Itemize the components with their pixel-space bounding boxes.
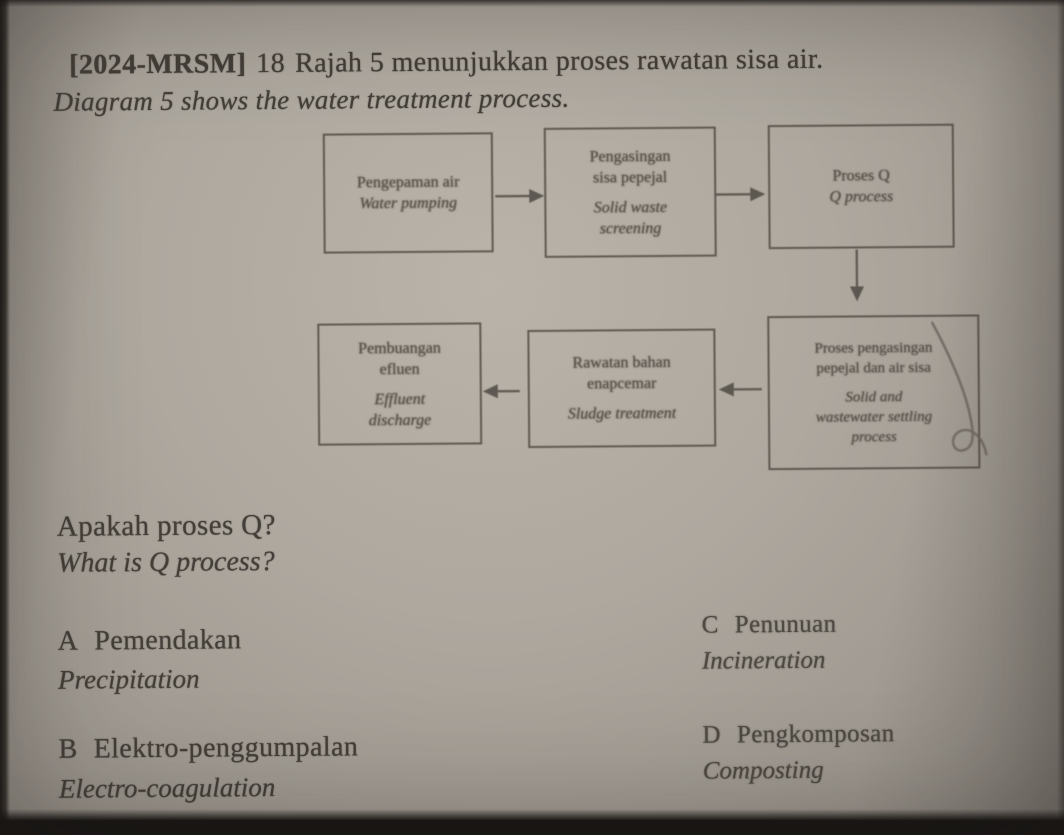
box-label-en: Water pumping bbox=[359, 194, 458, 213]
option-a-text-en: Precipitation bbox=[57, 663, 200, 695]
exam-source-tag: [2024-MRSM] bbox=[69, 48, 247, 81]
option-b bbox=[58, 731, 358, 765]
box-label-ms: Pembuangan bbox=[358, 339, 441, 357]
flowchart-box-sludge-treatment bbox=[527, 329, 716, 448]
flowchart-box-solid-waste-screening bbox=[544, 127, 717, 258]
question-text-ms: Apakah proses Q? bbox=[56, 509, 276, 543]
option-a bbox=[58, 624, 242, 657]
box-label-ms: Pengasingan bbox=[589, 147, 671, 166]
option-d-text-en: Composting bbox=[702, 756, 824, 785]
box-label-en: Solid and wastewater settling process bbox=[815, 388, 933, 445]
option-b-letter: B bbox=[58, 733, 78, 765]
box-label-ms: efluen bbox=[379, 360, 420, 378]
flowchart-box-water-pumping bbox=[323, 132, 494, 253]
option-c-text-en: Incineration bbox=[701, 646, 826, 675]
flowchart-box-settling-process bbox=[767, 314, 980, 470]
photo-edge-bottom bbox=[0, 809, 1064, 835]
box-label-en: Q process bbox=[829, 188, 894, 206]
box-label-ms: Rawatan bahan bbox=[572, 353, 671, 372]
option-d-letter: D bbox=[702, 721, 722, 749]
photo-edge-left bbox=[0, 0, 10, 835]
option-c bbox=[702, 611, 837, 640]
box-label-ms: sisa pepejal bbox=[592, 168, 668, 187]
option-b-text-ms: Elektro-penggumpalan bbox=[93, 731, 359, 765]
box-label-en: Sludge treatment bbox=[567, 404, 677, 423]
question-text-en: What is Q process? bbox=[57, 546, 275, 579]
box-label-ms: Proses Q bbox=[832, 167, 890, 185]
arrow-right-icon bbox=[495, 189, 544, 203]
arrow-right-icon bbox=[716, 187, 765, 201]
box-label-en: Solid waste screening bbox=[593, 198, 668, 237]
option-d-text-ms: Pengkomposan bbox=[736, 720, 895, 749]
box-label-en: Effluent discharge bbox=[368, 390, 432, 429]
option-c-letter: C bbox=[701, 611, 719, 639]
box-label-ms: Pengepaman air bbox=[356, 173, 460, 192]
flowchart-box-effluent-discharge bbox=[317, 322, 482, 445]
photo-edge-top bbox=[0, 0, 1064, 7]
header-text-en: Diagram 5 shows the water treatment process. bbox=[53, 82, 570, 117]
question-number: 18 bbox=[256, 47, 286, 80]
arrow-down-icon bbox=[850, 249, 864, 301]
option-a-text-ms: Pemendakan bbox=[94, 624, 242, 657]
option-d bbox=[702, 720, 894, 750]
arrow-left-icon bbox=[483, 384, 520, 398]
option-c-text-ms: Penunuan bbox=[734, 610, 837, 639]
option-a-letter: A bbox=[57, 625, 79, 657]
box-label-ms: enapcemar bbox=[587, 375, 657, 393]
flowchart-box-process-q bbox=[768, 124, 955, 249]
box-label-ms: Proses pengasingan bbox=[814, 339, 933, 357]
box-label-ms: pepejal dan air sisa bbox=[816, 359, 931, 377]
header-text-ms: Rajah 5 menunjukkan proses rawatan sisa air. bbox=[294, 43, 824, 79]
arrow-left-icon bbox=[719, 382, 762, 396]
option-b-text-en: Electro-coagulation bbox=[58, 772, 276, 804]
photo-edge-right bbox=[1057, 0, 1064, 835]
